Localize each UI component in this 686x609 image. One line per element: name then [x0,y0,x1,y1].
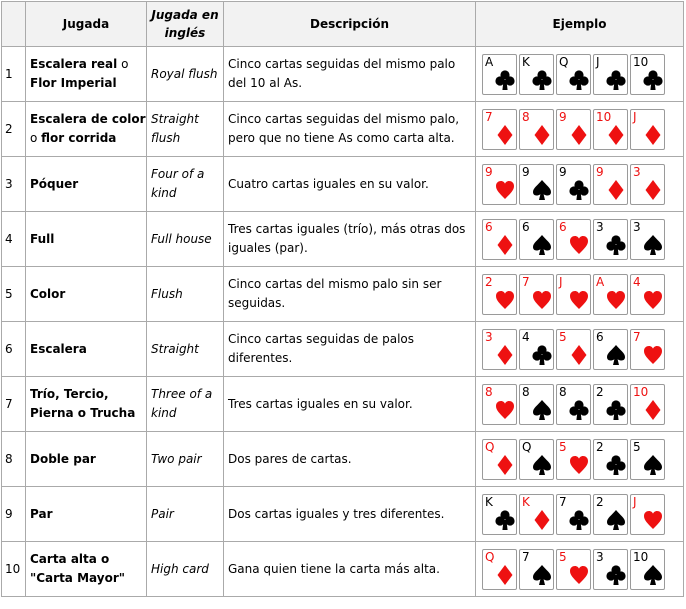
spade-icon [643,234,663,256]
hand-example [476,432,684,487]
hand-name-primary: Póquer [30,176,79,191]
card-rank: K [485,494,493,509]
row-number: 8 [2,432,26,487]
playing-card [519,549,554,590]
playing-card [630,549,665,590]
heart-icon [569,564,589,586]
playing-card [593,384,628,425]
diamond-icon [495,344,515,366]
playing-card [556,439,591,480]
header-description: Descripción [224,2,476,47]
card-rank: 10 [633,384,649,399]
hand-name [26,487,147,542]
heart-icon [569,454,589,476]
hand-english-name: Straight [147,322,224,377]
hand-example [476,487,684,542]
diamond-icon [532,509,552,531]
table-row [2,322,684,377]
diamond-icon [643,179,663,201]
diamond-icon [495,124,515,146]
table-row [2,212,684,267]
card-group [482,548,683,591]
playing-card [593,219,628,260]
card-rank: 7 [485,109,493,124]
hand-english-name: High card [147,542,224,597]
hand-example [476,157,684,212]
hand-english-name: Flush [147,267,224,322]
card-rank: J [633,109,637,124]
playing-card [519,54,554,95]
playing-card [519,274,554,315]
club-icon [606,234,626,256]
playing-card [556,329,591,370]
hand-example [476,322,684,377]
card-rank: 9 [559,164,567,179]
hand-english-name: Three of a kind [147,377,224,432]
card-rank: Q [485,439,495,454]
heart-icon [606,289,626,311]
card-rank: J [596,54,600,69]
playing-card [593,439,628,480]
card-rank: 3 [596,219,604,234]
card-rank: 6 [596,329,604,344]
hand-name [26,432,147,487]
spade-icon [532,179,552,201]
card-rank: 7 [522,549,530,564]
table-row [2,47,684,102]
playing-card [556,274,591,315]
hand-name-alternate: Flor Imperial [30,76,117,90]
diamond-icon [495,564,515,586]
hand-name [26,102,147,157]
card-rank: 10 [596,109,612,124]
card-rank: 4 [522,329,530,344]
playing-card [630,219,665,260]
hand-name-primary: Trío, Tercio, Pierna o Trucha [30,387,136,420]
card-rank: 8 [522,109,530,124]
hand-description: Cinco cartas seguidas del mismo palo del 10 al As. [224,47,476,102]
card-rank: 7 [633,329,641,344]
card-rank: A [485,54,494,69]
playing-card [556,549,591,590]
card-group [482,273,683,316]
playing-card [556,494,591,535]
playing-card [556,219,591,260]
card-rank: K [522,494,530,509]
diamond-icon [643,124,663,146]
diamond-icon [606,124,626,146]
playing-card [519,164,554,205]
row-number: 3 [2,157,26,212]
spade-icon [643,454,663,476]
playing-card [630,329,665,370]
playing-card [519,384,554,425]
playing-card [556,384,591,425]
card-rank: 10 [633,54,649,69]
card-rank: 8 [559,384,567,399]
poker-hands-table [1,1,684,597]
hand-name-primary: Escalera [30,341,87,356]
table-row [2,487,684,542]
hand-name-primary: Full [30,231,55,246]
heart-icon [569,289,589,311]
diamond-icon [606,179,626,201]
card-rank: 8 [485,384,493,399]
card-rank: 3 [633,219,641,234]
spade-icon [606,344,626,366]
club-icon [643,69,663,91]
card-rank: 9 [559,109,567,124]
playing-card [482,329,517,370]
playing-card [630,109,665,150]
heart-icon [532,289,552,311]
club-icon [532,69,552,91]
hand-english-name: Full house [147,212,224,267]
card-rank: 7 [522,274,530,289]
table-row [2,542,684,597]
hand-name-primary: Doble par [30,451,96,466]
hand-description: Dos cartas iguales y tres diferentes. [224,487,476,542]
card-rank: 6 [522,219,530,234]
card-rank: J [633,494,637,509]
table-row [2,102,684,157]
playing-card [519,494,554,535]
playing-card [519,329,554,370]
playing-card [556,109,591,150]
card-rank: Q [485,549,495,564]
playing-card [482,164,517,205]
card-rank: K [522,54,530,69]
card-rank: A [596,274,605,289]
playing-card [556,54,591,95]
spade-icon [606,509,626,531]
playing-card [556,164,591,205]
card-rank: 9 [596,164,604,179]
hand-example [476,542,684,597]
card-group [482,53,683,96]
playing-card [593,329,628,370]
hand-description: Cinco cartas seguidas de palos diferentes. [224,322,476,377]
playing-card [630,164,665,205]
hand-example [476,377,684,432]
hand-description: Dos pares de cartas. [224,432,476,487]
hand-english-name: Royal flush [147,47,224,102]
card-rank: 4 [633,274,641,289]
club-icon [569,69,589,91]
card-rank: 5 [559,439,567,454]
hand-description: Gana quien tiene la carta más alta. [224,542,476,597]
hand-name [26,377,147,432]
row-number: 7 [2,377,26,432]
heart-icon [495,399,515,421]
playing-card [630,54,665,95]
playing-card [630,274,665,315]
hand-name [26,267,147,322]
row-number: 2 [2,102,26,157]
hand-description: Tres cartas iguales en su valor. [224,377,476,432]
card-rank: 5 [559,329,567,344]
playing-card [482,549,517,590]
hand-name-primary: Escalera real [30,57,118,71]
card-rank: 2 [596,384,604,399]
club-icon [495,509,515,531]
playing-card [593,54,628,95]
card-rank: Q [559,54,569,69]
card-rank: 2 [596,494,604,509]
card-rank: 2 [485,274,493,289]
hand-description: Cinco cartas del mismo palo sin ser seguidas. [224,267,476,322]
header-example: Ejemplo [476,2,684,47]
card-rank: 9 [522,164,530,179]
card-rank: 8 [522,384,530,399]
diamond-icon [532,124,552,146]
playing-card [593,274,628,315]
hand-english-name: Two pair [147,432,224,487]
row-number: 9 [2,487,26,542]
club-icon [606,69,626,91]
playing-card [630,439,665,480]
hand-english-name: Four of a kind [147,157,224,212]
heart-icon [643,289,663,311]
playing-card [593,109,628,150]
playing-card [593,494,628,535]
heart-icon [495,179,515,201]
card-rank: 9 [485,164,493,179]
playing-card [482,219,517,260]
table-row [2,267,684,322]
card-group [482,383,683,426]
playing-card [482,439,517,480]
card-rank: 3 [596,549,604,564]
hand-name [26,322,147,377]
table-header [2,2,684,47]
diamond-icon [495,234,515,256]
hand-name-primary: Escalera de color [30,112,146,126]
header-english: Jugada en inglés [147,2,224,47]
hand-example [476,267,684,322]
hand-name-primary: Par [30,506,53,521]
club-icon [569,399,589,421]
club-icon [569,509,589,531]
hand-name-primary: Color [30,286,66,301]
card-rank: 5 [559,549,567,564]
header-hand: Jugada [26,2,147,47]
playing-card [519,439,554,480]
table-row [2,157,684,212]
card-group [482,493,683,536]
row-number: 5 [2,267,26,322]
card-rank: Q [522,439,532,454]
table-body [2,47,684,597]
card-rank: 3 [485,329,493,344]
hand-description: Cuatro cartas iguales en su valor. [224,157,476,212]
hand-example [476,212,684,267]
spade-icon [643,564,663,586]
hand-english-name: Straight flush [147,102,224,157]
hand-name-separator: o [117,57,129,71]
heart-icon [569,234,589,256]
heart-icon [495,289,515,311]
card-group [482,438,683,481]
diamond-icon [569,344,589,366]
card-rank: 6 [559,219,567,234]
card-rank: 3 [633,164,641,179]
playing-card [482,494,517,535]
row-number: 6 [2,322,26,377]
hand-name [26,157,147,212]
heart-icon [643,344,663,366]
card-rank: J [559,274,563,289]
playing-card [482,274,517,315]
row-number: 1 [2,47,26,102]
playing-card [630,494,665,535]
playing-card [519,219,554,260]
club-icon [532,344,552,366]
club-icon [606,454,626,476]
playing-card [482,384,517,425]
diamond-icon [643,399,663,421]
club-icon [495,69,515,91]
spade-icon [532,399,552,421]
spade-icon [532,564,552,586]
table-row [2,432,684,487]
card-group [482,108,683,151]
playing-card [593,549,628,590]
heart-icon [643,509,663,531]
table-row [2,377,684,432]
hand-name [26,47,147,102]
playing-card [482,109,517,150]
card-group [482,218,683,261]
row-number: 4 [2,212,26,267]
hand-name [26,542,147,597]
card-group [482,163,683,206]
spade-icon [532,234,552,256]
hand-name [26,212,147,267]
hand-name-primary: Carta alta o "Carta Mayor" [30,552,125,585]
playing-card [630,384,665,425]
club-icon [606,399,626,421]
hand-name-separator: o [30,131,42,145]
playing-card [519,109,554,150]
card-rank: 10 [633,549,649,564]
card-rank: 5 [633,439,641,454]
hand-example [476,102,684,157]
card-rank: 2 [596,439,604,454]
header-row [2,2,684,47]
card-group [482,328,683,371]
spade-icon [532,454,552,476]
hand-description: Cinco cartas seguidas del mismo palo, pero que no tiene As como carta alta. [224,102,476,157]
club-icon [606,564,626,586]
playing-card [482,54,517,95]
playing-card [593,164,628,205]
diamond-icon [569,124,589,146]
hand-example [476,47,684,102]
card-rank: 6 [485,219,493,234]
header-number [2,2,26,47]
hand-name-alternate: flor corrida [41,131,117,145]
hand-english-name: Pair [147,487,224,542]
card-rank: 7 [559,494,567,509]
diamond-icon [495,454,515,476]
club-icon [569,179,589,201]
row-number: 10 [2,542,26,597]
hand-description: Tres cartas iguales (trío), más otras dos iguales (par). [224,212,476,267]
